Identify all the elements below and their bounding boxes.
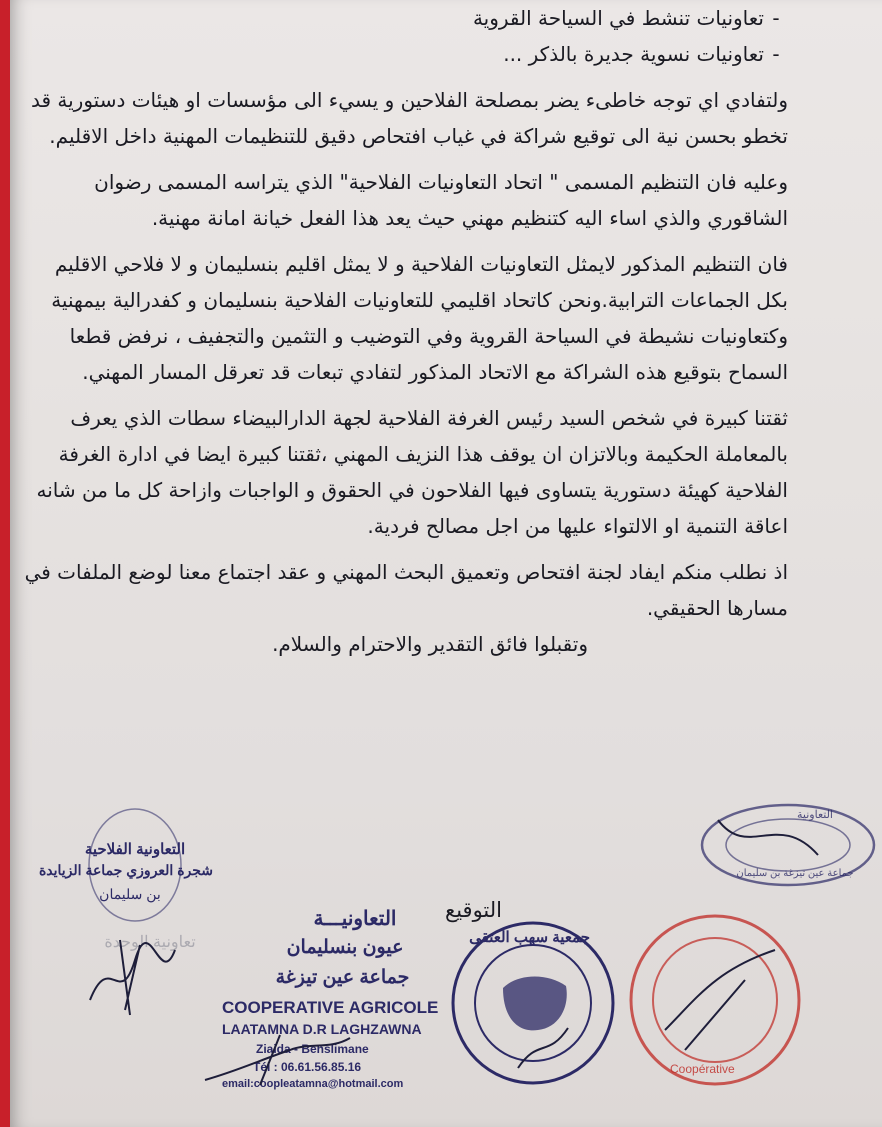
bullet-text: تعاونيات نسوية جديرة بالذكر ... (503, 42, 764, 66)
left-stamp-line: التعاونية الفلاحية (84, 841, 186, 858)
coop-stamp-fr: Ziaida - Benslimane (256, 1042, 369, 1056)
bullet-item: -تعاونيات تنشط في السياحة القروية (472, 6, 780, 30)
left-signature (80, 930, 200, 1020)
right-stamp-text: التعاونية (797, 809, 833, 821)
signature-block (10, 841, 882, 1127)
red-stamp-text: Coopérative (670, 1062, 735, 1076)
paragraph-refusal: فان التنظيم المذكور لايمثل التعاونيات الفلاحية و لا يمثل اقليم بنسليمان و لا فلاحي الاقليم بكل الجماعات الترابية.ونحن كاتحاد اقليمي للتعاونيات الفلاحية بنسليمان و كفدرالية بيمهنية وكتعاونيات نشيطة في السياحة القروية وفي التوضيب و التثمين والتجفيف ، نرفض قطعا السماح بتوقيع هذه الشراكة مع الاتحاد المذكور لتفادي تبعات قد تعرقل المسار المهني. (51, 252, 788, 384)
bullet-item: -تعاونيات نسوية جديرة بالذكر ... (503, 42, 780, 66)
coop-stamp-fr: Tél : 06.61.56.85.16 (253, 1060, 362, 1074)
left-stamp-line: شجرة العروزي جماعة الزيايدة (38, 862, 214, 878)
coop-stamp-ar: عيون بنسليمان (286, 937, 404, 958)
center-signature (200, 1030, 360, 1090)
coop-stamp-fr: email:coopleatamna@hotmail.com (222, 1078, 404, 1090)
coop-stamp-ar: جماعة عين تيزغة (275, 967, 410, 988)
closing-line: وتقبلوا فائق التقدير والاحترام والسلام. (272, 632, 588, 656)
signature-label: التوقيع (445, 898, 502, 922)
coop-stamp-ar: التعاونيـــة (313, 908, 397, 930)
paragraph-trust: ثقتنا كبيرة في شخص السيد رئيس الغرفة الفلاحية لجهة الدارالبيضاء سطات الذي يعرف بالمعاملة الحكيمة وبالاتزان ان يوقف هذا النزيف المهني ،ثقتنا كبيرة ايضا في ادارة الغرفة الفلاحية كهيئة دستورية يتساوى فيها الفلاحون في الحقوق و الواجبات وازاحة كل ما من شانه اعاقة التنمية او الالتواء عليها من اجل مصالح فردية. (36, 406, 788, 538)
left-round-stamp (70, 800, 200, 930)
letter-body (20, 0, 788, 870)
paragraph-audit: ولتفادي اي توجه خاطىء يضر بمصلحة الفلاحين و يسيء الى مؤسسات او هيئات دستورية قد تخطو بحسن نية الى توقيع شراكة في غياب افتحاص دقيق للتنظيمات المهنية داخل الاقليم. (30, 88, 788, 148)
left-stamp-line: بن سليمان (99, 886, 161, 902)
bullet-text: تعاونيات تنشط في السياحة القروية (472, 6, 764, 30)
paragraph-union: وعليه فان التنظيم المسمى " اتحاد التعاونيات الفلاحية" الذي يتراسه المسمى رضوان الشاقوري والذي اساء اليه كتنظيم مهني حيث يعد هذا الفعل خيانة امانة مهنية. (94, 170, 788, 230)
blue-stamp-text: جمعية سهب العتقى (469, 929, 590, 946)
right-stamp-text: جماعة عين تيزغة بن سليمان (736, 868, 854, 879)
paragraph-request: اذ نطلب منكم ايفاد لجنة افتحاص وتعميق البحث المهني و عقد اجتماع معنا لوضع الملفات في مسارها الحقيقي. (24, 560, 788, 620)
coop-stamp-fr: LAATAMNA D.R LAGHZAWNA (222, 1021, 422, 1037)
coop-stamp-fr: COOPERATIVE AGRICOLE (222, 998, 439, 1017)
left-faded-stamp: تعاونية الوحدة (104, 934, 196, 951)
letter-page (10, 0, 882, 1127)
